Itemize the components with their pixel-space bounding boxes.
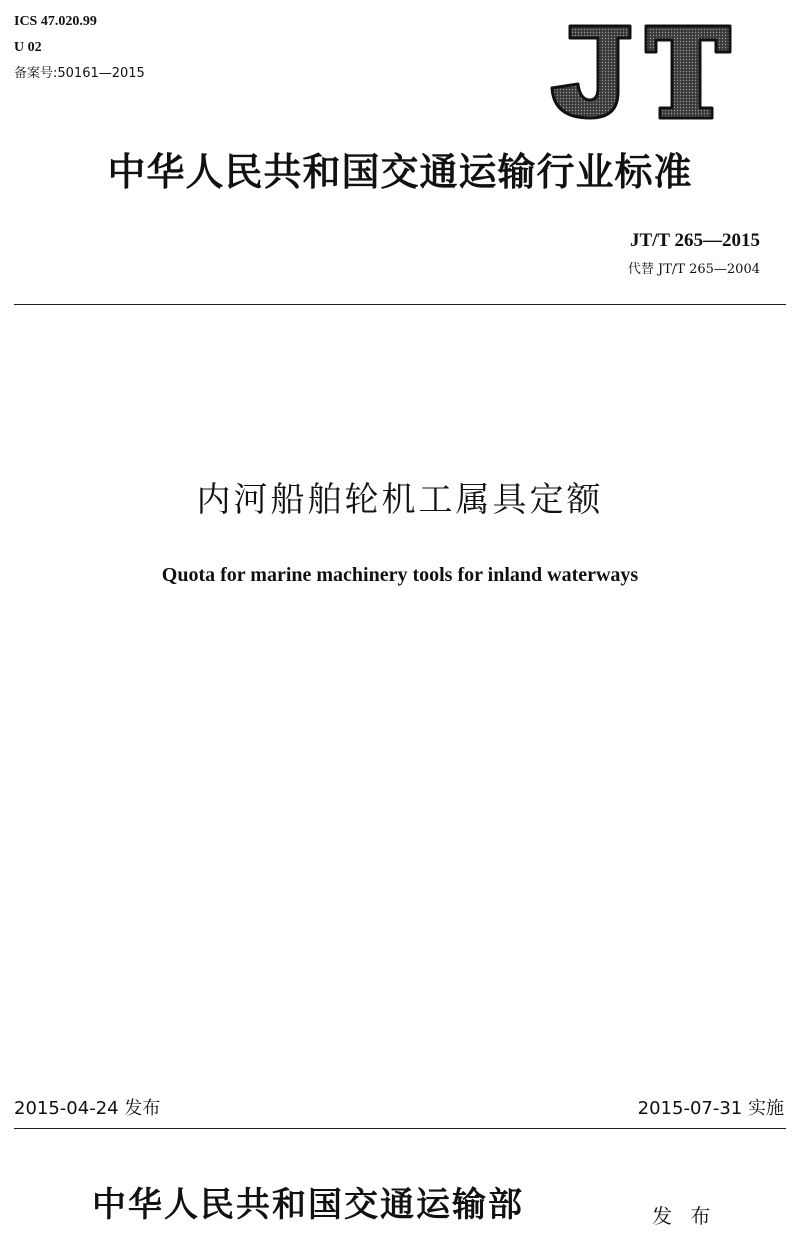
- ics-code: ICS 47.020.99: [14, 14, 97, 29]
- industry-standard-title: 中华人民共和国交通运输行业标准: [107, 149, 693, 194]
- bottom-divider: [14, 1128, 786, 1129]
- publisher-name: 中华人民共和国交通运输部: [92, 1185, 524, 1225]
- publish-label: 发 布: [652, 1204, 717, 1228]
- issue-date: 2015-04-24 发布: [14, 1098, 161, 1119]
- filing-number: 备案号:50161—2015: [14, 66, 145, 81]
- top-divider: [14, 304, 786, 305]
- implementation-date: 2015-07-31 实施: [637, 1098, 784, 1119]
- jt-logo: [550, 22, 732, 122]
- replaced-standard: 代替 JT/T 265—2004: [627, 262, 760, 277]
- standard-number: JT/T 265—2015: [629, 230, 760, 251]
- document-title-zh: 内河船舶轮机工属具定额: [196, 480, 604, 520]
- ccs-code: U 02: [14, 40, 42, 55]
- document-title-en: Quota for marine machinery tools for inland waterways: [161, 564, 639, 586]
